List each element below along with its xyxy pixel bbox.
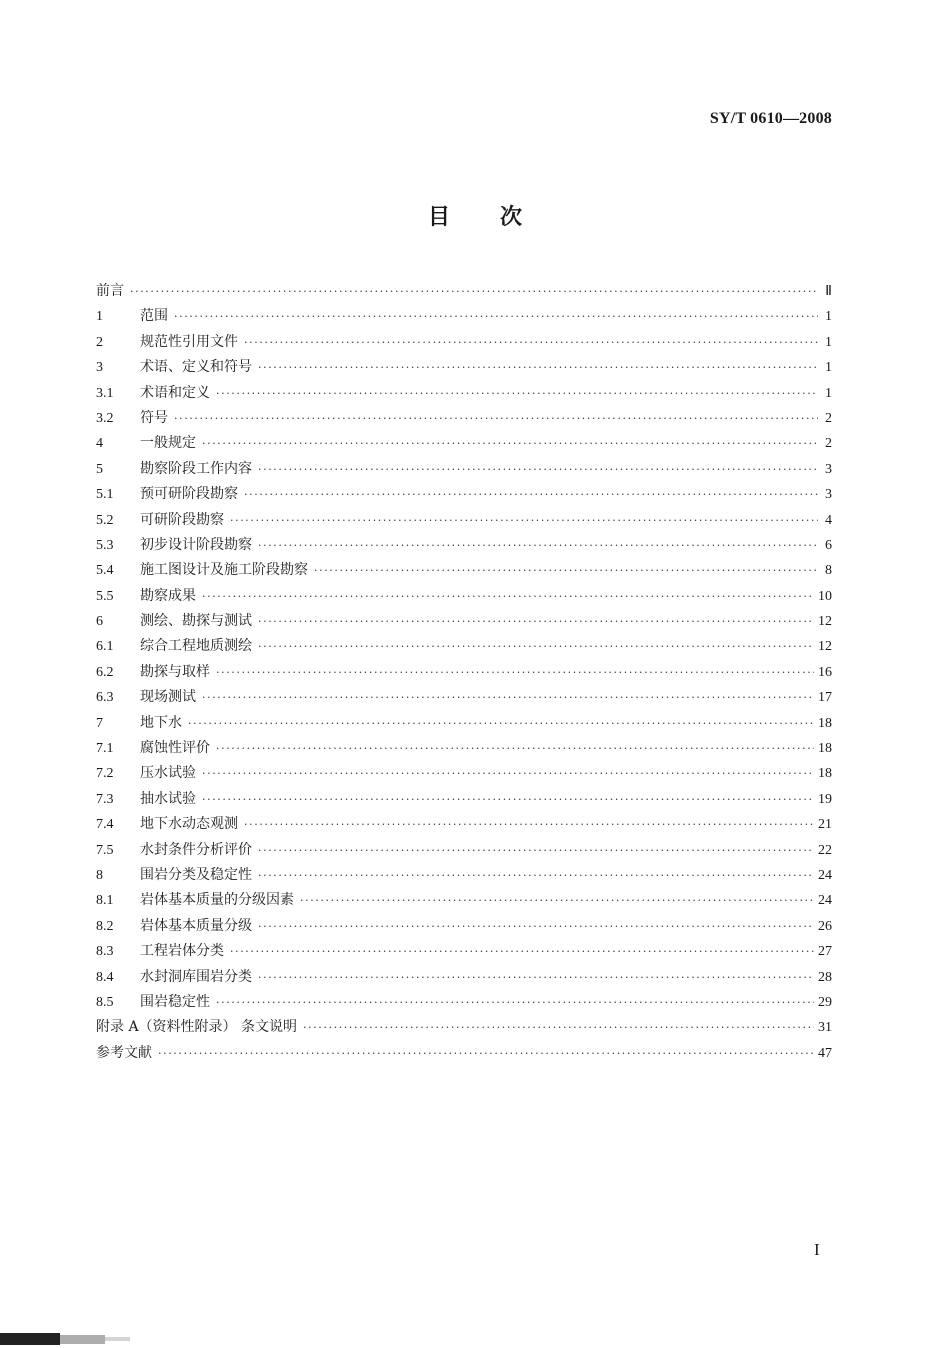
title-char-2: 次	[500, 205, 523, 230]
toc-entry[interactable]	[96, 685, 832, 710]
standard-number: SY/T 0610—2008	[709, 110, 832, 127]
toc-leader-dots	[303, 1015, 814, 1040]
toc-entry-label: 范围	[140, 308, 168, 325]
toc-entry[interactable]	[96, 558, 832, 583]
toc-entry-number: 4	[96, 436, 103, 452]
toc-leader-dots	[244, 330, 818, 355]
toc-entry-label: 综合工程地质测绘	[140, 638, 252, 655]
toc-entry-label: 术语和定义	[140, 384, 210, 401]
toc-leader-dots	[258, 863, 814, 888]
scan-artifact-tail	[105, 1337, 130, 1341]
toc-entry[interactable]	[96, 609, 832, 634]
toc-entry-page: 12	[818, 614, 832, 630]
toc-leader-dots	[314, 558, 818, 583]
toc-entry-page: 8	[825, 563, 832, 579]
toc-entry-number: 8.3	[96, 944, 114, 960]
toc-entry[interactable]	[96, 584, 832, 609]
toc-leader-dots	[216, 990, 814, 1015]
toc-entry[interactable]	[96, 939, 832, 964]
toc-entry-page: 21	[818, 817, 832, 833]
toc-entry-label: 施工图设计及施工阶段勘察	[140, 562, 308, 579]
toc-entry-page: 28	[818, 969, 832, 985]
toc-entry-page: Ⅱ	[825, 284, 832, 299]
toc-entry[interactable]	[96, 406, 832, 431]
toc-entry-number: 8.5	[96, 994, 114, 1010]
toc-entry[interactable]	[96, 787, 832, 812]
toc-entry-label: 附录 A（资料性附录） 条文说明	[96, 1019, 298, 1036]
toc-entry-label: 岩体基本质量的分级因素	[140, 892, 294, 909]
toc-entry-page: 29	[818, 994, 832, 1010]
toc-entry-number: 6.2	[96, 664, 114, 680]
toc-entry[interactable]	[96, 482, 832, 507]
toc-entry-page: 16	[818, 664, 832, 680]
toc-entry-label: 腐蚀性评价	[140, 740, 210, 757]
toc-entry-label: 工程岩体分类	[140, 943, 224, 960]
toc-entry[interactable]	[96, 1015, 832, 1040]
toc-entry-page: 17	[818, 690, 832, 706]
toc-entry[interactable]	[96, 711, 832, 736]
toc-entry-page: 27	[818, 944, 832, 960]
toc-entry[interactable]	[96, 965, 832, 990]
toc-entry-page: 10	[818, 588, 832, 604]
scan-artifact-fade	[60, 1335, 105, 1344]
toc-leader-dots	[258, 914, 814, 939]
toc-leader-dots	[244, 812, 814, 837]
toc-entry[interactable]	[96, 888, 832, 913]
toc-leader-dots	[244, 482, 818, 507]
toc-leader-dots	[158, 1041, 814, 1066]
toc-entry-number: 5	[96, 461, 103, 477]
toc-entry[interactable]	[96, 330, 832, 355]
toc-entry-page: 24	[818, 893, 832, 909]
toc-entry[interactable]	[96, 279, 832, 304]
toc-entry-number: 1	[96, 309, 103, 325]
toc-entry-label: 围岩分类及稳定性	[140, 866, 252, 883]
toc-entry-page: 26	[818, 918, 832, 934]
toc-leader-dots	[258, 355, 818, 380]
toc-leader-dots	[216, 660, 814, 685]
toc-leader-dots	[258, 965, 814, 990]
toc-leader-dots	[202, 685, 814, 710]
toc-entry-label: 勘探与取样	[140, 663, 210, 680]
toc-entry-page: 18	[818, 741, 832, 757]
toc-entry-page: 2	[825, 410, 832, 426]
toc-entry-label: 一般规定	[140, 435, 196, 452]
toc-entry[interactable]	[96, 355, 832, 380]
page-folio: I	[814, 1240, 820, 1259]
toc-leader-dots	[230, 508, 818, 533]
toc-leader-dots	[258, 838, 814, 863]
toc-entry-label: 地下水	[140, 714, 182, 731]
toc-entry-number: 3.2	[96, 410, 114, 426]
toc-leader-dots	[174, 406, 818, 431]
toc-entry[interactable]	[96, 761, 832, 786]
toc-entry-page: 18	[818, 766, 832, 782]
toc-entry-label: 勘察阶段工作内容	[140, 460, 252, 477]
toc-entry-label: 初步设计阶段勘察	[140, 536, 252, 553]
toc-entry-label: 抽水试验	[140, 790, 196, 807]
toc-leader-dots	[258, 634, 814, 659]
toc-entry-number: 6	[96, 614, 103, 630]
toc-entry-label: 地下水动态观测	[140, 816, 238, 833]
toc-entry-number: 7.5	[96, 842, 114, 858]
toc-entry-page: 2	[825, 436, 832, 452]
toc-entry[interactable]	[96, 863, 832, 888]
toc-entry[interactable]	[96, 660, 832, 685]
toc-entry[interactable]	[96, 457, 832, 482]
toc-entry-number: 8	[96, 867, 103, 883]
toc-entry-number: 7.3	[96, 791, 114, 807]
toc-entry-number: 7.1	[96, 741, 114, 757]
toc-entry-label: 规范性引用文件	[140, 333, 238, 350]
toc-leader-dots	[202, 584, 814, 609]
toc-entry[interactable]	[96, 990, 832, 1015]
toc-entry[interactable]	[96, 533, 832, 558]
toc-entry-number: 7	[96, 715, 103, 731]
toc-entry-label: 符号	[140, 409, 168, 426]
toc-entry-label: 可研阶段勘察	[140, 511, 224, 528]
toc-entry-number: 2	[96, 334, 103, 350]
toc-entry-page: 6	[825, 537, 832, 553]
toc-entry-page: 4	[825, 512, 832, 528]
toc-entry-label: 水封洞库围岩分类	[140, 968, 252, 985]
toc-entry-page: 3	[825, 487, 832, 503]
toc-entry-page: 1	[825, 309, 832, 325]
toc-entry-label: 现场测试	[140, 689, 196, 706]
toc-leader-dots	[216, 381, 818, 406]
scan-artifact-bar	[0, 1333, 60, 1345]
toc-entry-page: 12	[818, 639, 832, 655]
toc-entry-label: 勘察成果	[140, 587, 196, 604]
toc-entry[interactable]	[96, 508, 832, 533]
toc-leader-dots	[202, 761, 814, 786]
toc-entry-label: 水封条件分析评价	[140, 841, 252, 858]
title-char-1: 目	[427, 205, 450, 230]
toc-leader-dots	[258, 609, 814, 634]
toc-leader-dots	[216, 736, 814, 761]
toc-entry-number: 7.2	[96, 766, 114, 782]
toc-entry[interactable]	[96, 914, 832, 939]
toc-entry-label: 预可研阶段勘察	[140, 486, 238, 503]
toc-entry[interactable]	[96, 838, 832, 863]
toc-entry[interactable]	[96, 381, 832, 406]
toc-entry-number: 3	[96, 360, 103, 376]
toc-leader-dots	[300, 888, 814, 913]
toc-entry[interactable]	[96, 304, 832, 329]
toc-entry-page: 18	[818, 715, 832, 731]
scan-artifact	[0, 1327, 135, 1347]
toc-entry-label: 岩体基本质量分级	[140, 917, 252, 934]
toc-entry-label: 测绘、勘探与测试	[140, 613, 252, 630]
page-title	[0, 200, 950, 231]
toc-entry-label: 围岩稳定性	[140, 993, 210, 1010]
toc-leader-dots	[230, 939, 814, 964]
toc-entry-label: 前言	[96, 283, 124, 299]
toc-entry-page: 19	[818, 791, 832, 807]
toc-leader-dots	[188, 711, 814, 736]
table-of-contents	[96, 279, 832, 1066]
toc-entry[interactable]	[96, 1041, 832, 1066]
toc-entry-page: 22	[818, 842, 832, 858]
toc-entry-number: 3.1	[96, 385, 114, 401]
toc-entry-label: 参考文献	[96, 1044, 152, 1061]
toc-entry-label: 术语、定义和符号	[140, 359, 252, 376]
toc-leader-dots	[258, 457, 818, 482]
toc-entry-number: 5.5	[96, 588, 114, 604]
toc-entry-page: 1	[825, 334, 832, 350]
toc-entry[interactable]	[96, 634, 832, 659]
toc-leader-dots	[258, 533, 818, 558]
toc-entry[interactable]	[96, 736, 832, 761]
toc-leader-dots	[130, 279, 818, 304]
toc-entry-number: 8.2	[96, 918, 114, 934]
toc-entry-number: 8.1	[96, 893, 114, 909]
toc-entry-number: 5.2	[96, 512, 114, 528]
toc-entry-number: 6.1	[96, 639, 114, 655]
toc-entry-page: 1	[825, 385, 832, 401]
toc-entry[interactable]	[96, 812, 832, 837]
toc-entry[interactable]	[96, 431, 832, 456]
toc-leader-dots	[202, 787, 814, 812]
toc-leader-dots	[174, 304, 818, 329]
toc-entry-page: 1	[825, 360, 832, 376]
toc-entry-number: 5.3	[96, 537, 114, 553]
toc-entry-page: 24	[818, 867, 832, 883]
toc-entry-number: 5.1	[96, 487, 114, 503]
toc-leader-dots	[202, 431, 818, 456]
toc-entry-number: 5.4	[96, 563, 114, 579]
toc-entry-label: 压水试验	[140, 765, 196, 782]
toc-entry-number: 8.4	[96, 969, 114, 985]
toc-entry-page: 47	[818, 1045, 832, 1061]
toc-entry-page: 31	[818, 1020, 832, 1036]
toc-entry-number: 7.4	[96, 817, 114, 833]
toc-entry-page: 3	[825, 461, 832, 477]
toc-entry-number: 6.3	[96, 690, 114, 706]
